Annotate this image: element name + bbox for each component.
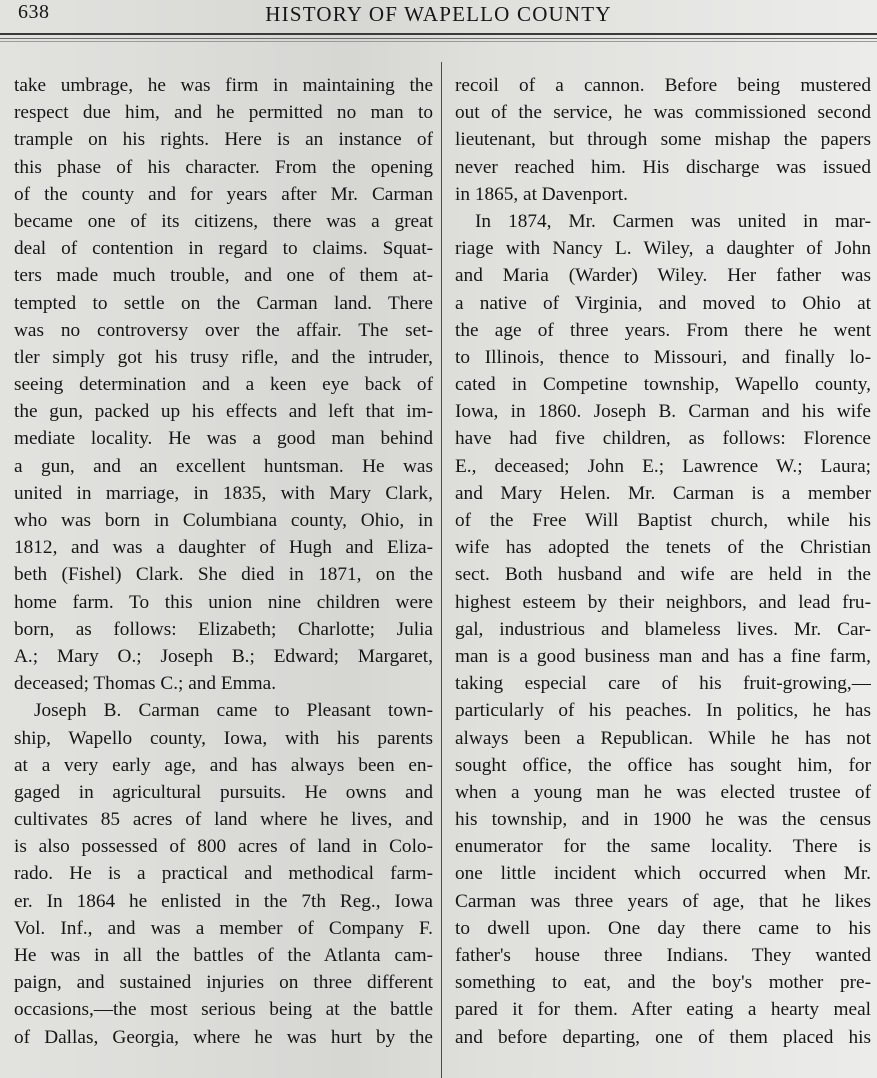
text-line: In 1874, Mr. Carmen was united in mar- <box>475 210 871 232</box>
text-line: tempted to settle on the Carman land. There <box>14 292 433 314</box>
text-line: to dwell upon. One day there came to his <box>455 917 871 939</box>
header-rule <box>0 33 877 39</box>
text-line: at a very early age, and has always been en- <box>14 754 433 776</box>
text-line: riage with Nancy L. Wiley, a daughter of John <box>455 238 871 260</box>
text-line: seeing determination and a keen eye back of <box>14 374 433 396</box>
text-line: tler simply got his trusy rifle, and the intruder, <box>14 346 433 368</box>
page-number: 638 <box>18 1 50 23</box>
running-head: HISTORY OF WAPELLO COUNTY <box>265 2 612 26</box>
text-line: paign, and sustained injuries on three different <box>14 972 433 994</box>
text-line: deal of contention in regard to claims. Squat- <box>14 238 433 260</box>
text-line: taking especial care of his fruit-growing,— <box>455 673 871 695</box>
left-column <box>14 72 433 1051</box>
text-line: have had five children, as follows: Florence <box>455 428 871 450</box>
text-line: united in marriage, in 1835, with Mary Clark, <box>14 482 433 504</box>
text-line: enumerator for the same locality. There is <box>455 836 871 858</box>
column-divider <box>441 62 442 1078</box>
text-line: who was born in Columbiana county, Ohio, in <box>14 510 433 531</box>
text-line: sect. Both husband and wife are held in the <box>455 564 871 586</box>
text-line: ship, Wapello county, Iowa, with his parents <box>14 727 433 749</box>
text-line: when a young man he was elected trustee of <box>455 781 871 803</box>
text-line: Iowa, in 1860. Joseph B. Carman and his wife <box>455 401 871 423</box>
text-line: 1812, and was a daughter of Hugh and Eliza- <box>14 537 433 559</box>
text-line: born, as follows: Elizabeth; Charlotte; Julia <box>14 618 433 640</box>
text-line: man is a good business man and has a fine farm, <box>455 645 871 667</box>
text-line: in 1865, at Davenport. <box>455 183 628 205</box>
text-line: one little incident which occurred when Mr. <box>455 863 871 885</box>
text-line: occasions,—the most serious being at the battle <box>14 999 433 1021</box>
header-rule-thin <box>0 41 877 42</box>
text-line: pared it for them. After eating a hearty meal <box>455 999 871 1021</box>
text-line: father's house three Indians. They wanted <box>455 945 871 966</box>
text-line: something to eat, and the boy's mother pre- <box>455 972 871 994</box>
text-line: of the Free Will Baptist church, while his <box>455 510 871 531</box>
text-line: sought office, the office has sought him, for <box>455 754 871 776</box>
text-line: mediate locality. He was a good man behind <box>14 428 433 450</box>
page-header <box>0 0 877 30</box>
text-line: gaged in agricultural pursuits. He owns and <box>14 781 433 803</box>
text-line: lieutenant, but through some mishap the papers <box>455 129 871 151</box>
text-line: cultivates 85 acres of land where he lives, and <box>14 809 433 831</box>
text-line: rado. He is a practical and methodical farm- <box>14 863 433 885</box>
text-line: of the county and for years after Mr. Carman <box>14 183 433 205</box>
text-line: his township, and in 1900 he was the census <box>455 809 871 831</box>
text-line: and Mary Helen. Mr. Carman is a member <box>455 482 871 504</box>
text-line: Vol. Inf., and was a member of Company F. <box>14 917 433 939</box>
text-line: the gun, packed up his effects and left that im- <box>14 401 433 423</box>
right-column <box>455 72 871 1051</box>
text-line: recoil of a cannon. Before being mustered <box>455 75 871 96</box>
text-line: He was in all the battles of the Atlanta cam- <box>14 945 433 966</box>
text-line: home farm. To this union nine children were <box>14 591 433 613</box>
text-line: take umbrage, he was firm in maintaining the <box>14 75 433 96</box>
text-line: out of the service, he was commissioned second <box>455 102 871 124</box>
text-line: Joseph B. Carman came to Pleasant town- <box>34 700 433 722</box>
text-line: and Maria (Warder) Wiley. Her father was <box>455 265 871 287</box>
text-line: this phase of his character. From the opening <box>14 156 433 178</box>
text-line: wife has adopted the tenets of the Christian <box>455 537 871 559</box>
text-line: Carman was three years of age, that he likes <box>455 890 871 912</box>
text-line: gal, industrious and blameless lives. Mr. Car- <box>455 618 871 640</box>
text-line: cated in Competine township, Wapello county, <box>455 374 871 396</box>
text-line: a gun, and an excellent huntsman. He was <box>14 455 433 477</box>
text-line: particularly of his peaches. In politics, he has <box>455 700 871 722</box>
text-line: ters made much trouble, and one of them at- <box>14 265 433 287</box>
text-line: never reached him. His discharge was issued <box>455 156 871 178</box>
text-line: the age of three years. From there he went <box>455 319 871 341</box>
text-line: er. In 1864 he enlisted in the 7th Reg., Iowa <box>14 890 433 912</box>
text-line: a native of Virginia, and moved to Ohio at <box>455 292 871 314</box>
text-line: and before departing, one of them placed his <box>455 1026 871 1048</box>
text-line: trample on his rights. Here is an instance of <box>14 129 433 151</box>
text-line: always been a Republican. While he has not <box>455 727 871 749</box>
text-line: E., deceased; John E.; Lawrence W.; Laura; <box>455 455 871 477</box>
text-line: to Illinois, thence to Missouri, and finally lo- <box>455 346 871 368</box>
text-line: respect due him, and he permitted no man to <box>14 102 433 124</box>
text-line: of Dallas, Georgia, where he was hurt by the <box>14 1026 433 1048</box>
text-line: is also possessed of 800 acres of land in Colo- <box>14 836 433 858</box>
text-line: deceased; Thomas C.; and Emma. <box>14 673 277 695</box>
text-line: was no controversy over the affair. The set- <box>14 319 433 341</box>
text-line: became one of its citizens, there was a great <box>14 210 433 232</box>
text-line: A.; Mary O.; Joseph B.; Edward; Margaret, <box>14 645 433 667</box>
text-line: highest esteem by their neighbors, and lead fru- <box>455 591 871 613</box>
text-line: beth (Fishel) Clark. She died in 1871, on the <box>14 564 433 586</box>
